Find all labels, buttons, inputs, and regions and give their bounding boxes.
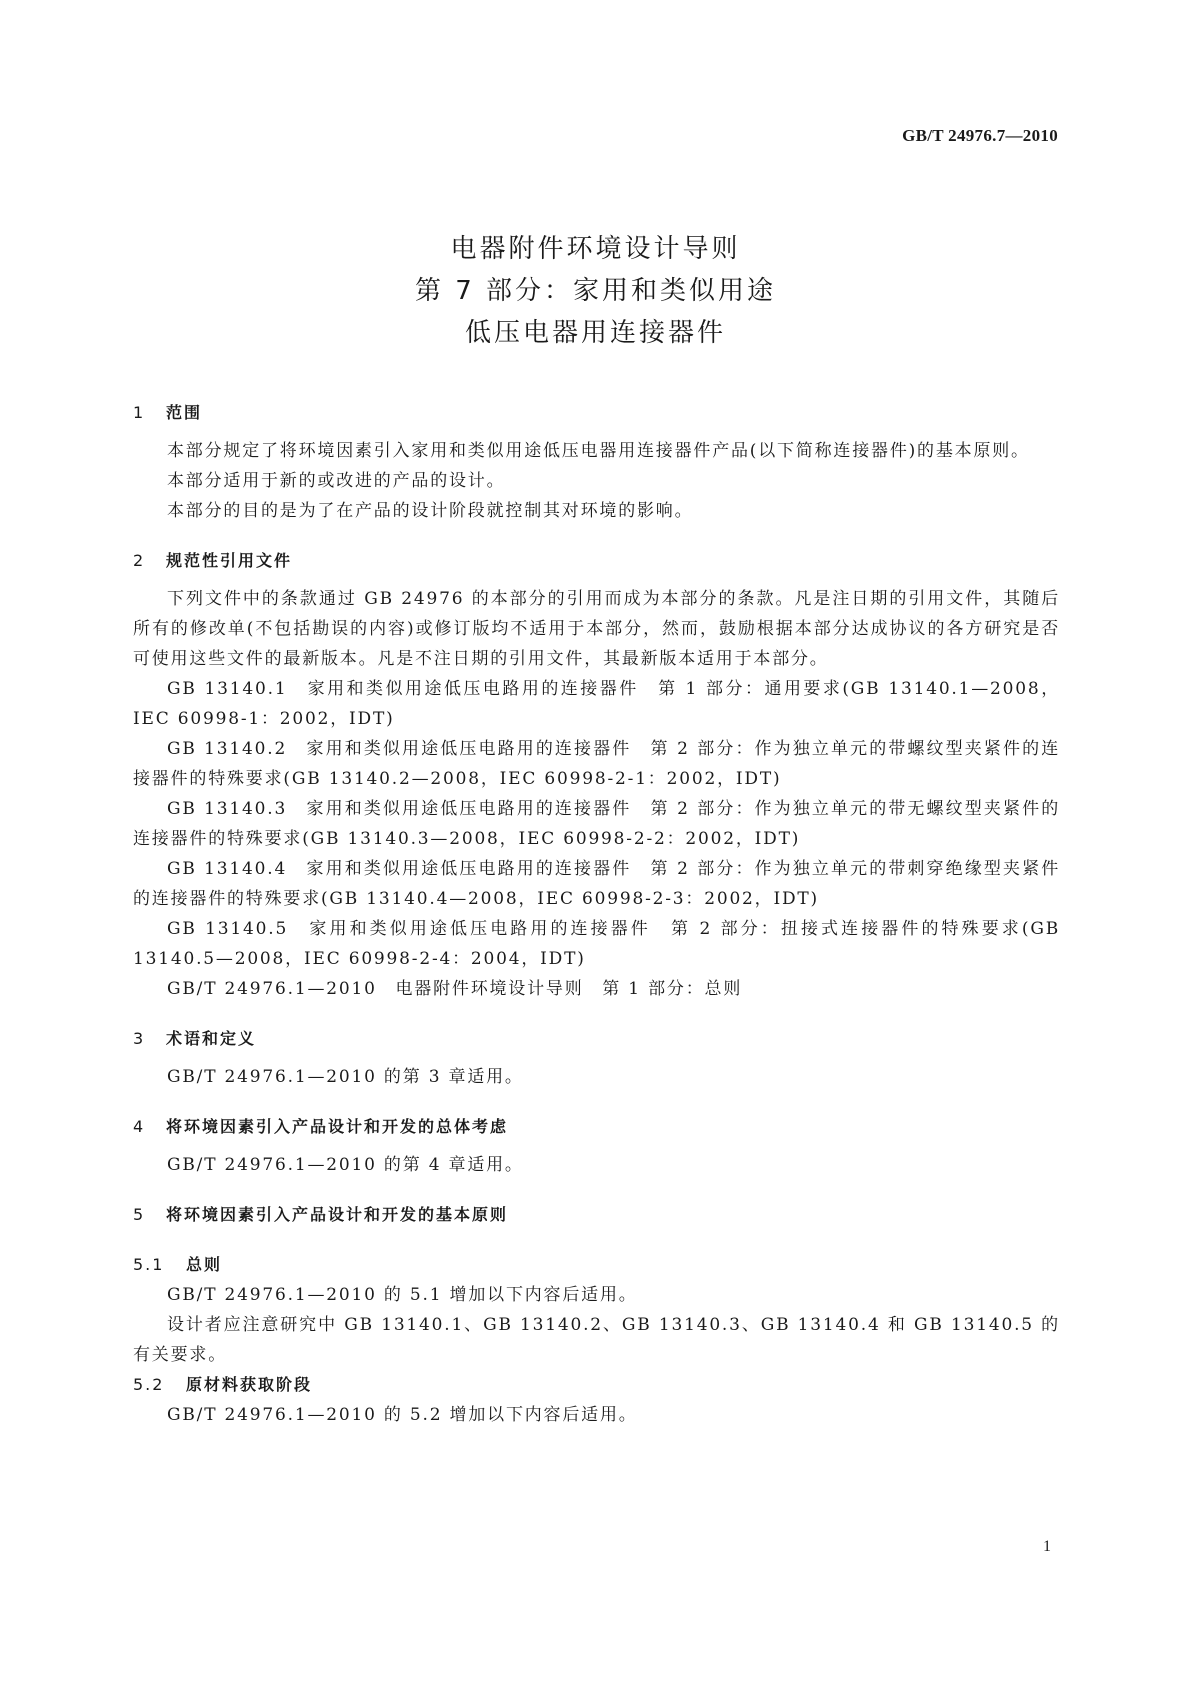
page-number: 1 — [1043, 1538, 1051, 1555]
reference-item: GB 13140.2 家用和类似用途低压电路用的连接器件 第 2 部分：作为独立单元的带螺纹型夹紧件的连接器件的特殊要求(GB 13140.2—2008，IEC 60998-2-1：2002，IDT) — [133, 739, 1060, 789]
section-title: 原材料获取阶段 — [186, 1375, 313, 1394]
paragraph: GB/T 24976.1—2010 的第 4 章适用。 — [167, 1155, 524, 1175]
section-heading-3 — [133, 1024, 1060, 1054]
paragraph: GB/T 24976.1—2010 的 5.2 增加以下内容后适用。 — [167, 1405, 638, 1425]
section-title: 范围 — [166, 403, 203, 422]
section-heading-5 — [133, 1200, 1060, 1230]
standard-id: GB/T 24976.7—2010 — [902, 126, 1058, 145]
section-number: 1 — [133, 403, 146, 422]
paragraph: 下列文件中的条款通过 GB 24976 的本部分的引用而成为本部分的条款。凡是注日期的引用文件，其随后所有的修改单(不包括勘误的内容)或修订版均不适用于本部分，然而，鼓励根据本部分达成协议的各方研究是否可使用这些文件的最新版本。凡是不注日期的引用文件，其最新版本适用于本部分。 — [133, 589, 1060, 669]
section-heading-2 — [133, 546, 1060, 576]
paragraph: GB/T 24976.1—2010 的 5.1 增加以下内容后适用。 — [167, 1285, 638, 1305]
reference-item: GB 13140.3 家用和类似用途低压电路用的连接器件 第 2 部分：作为独立单元的带无螺纹型夹紧件的连接器件的特殊要求(GB 13140.3—2008，IEC 60998-2-2：2002，IDT) — [133, 799, 1060, 849]
title-line-2: 第 7 部分：家用和类似用途 — [414, 276, 777, 306]
section-number: 5.1 — [133, 1255, 165, 1274]
document-title — [0, 228, 1191, 354]
title-line-1: 电器附件环境设计导则 — [450, 234, 741, 264]
section-number: 5 — [133, 1205, 146, 1224]
reference-item: GB/T 24976.1—2010 电器附件环境设计导则 第 1 部分：总则 — [167, 979, 743, 999]
section-number: 5.2 — [133, 1375, 165, 1394]
section-title: 总则 — [186, 1255, 223, 1274]
section-title: 术语和定义 — [166, 1029, 257, 1048]
section-number: 2 — [133, 551, 146, 570]
subsection-heading-5-2 — [133, 1370, 1060, 1400]
section-heading-1 — [133, 398, 1060, 428]
paragraph: 本部分的目的是为了在产品的设计阶段就控制其对环境的影响。 — [167, 501, 694, 521]
reference-item: GB 13140.1 家用和类似用途低压电路用的连接器件 第 1 部分：通用要求(GB 13140.1—2008，IEC 60998-1：2002，IDT) — [133, 679, 1060, 729]
paragraph: 设计者应注意研究中 GB 13140.1、GB 13140.2、GB 13140.3、GB 13140.4 和 GB 13140.5 的有关要求。 — [133, 1315, 1060, 1365]
document-body — [133, 398, 1060, 1430]
section-number: 3 — [133, 1029, 146, 1048]
reference-item: GB 13140.4 家用和类似用途低压电路用的连接器件 第 2 部分：作为独立单元的带刺穿绝缘型夹紧件的连接器件的特殊要求(GB 13140.4—2008，IEC 60998-2-3：2002，IDT) — [133, 859, 1060, 909]
reference-item: GB 13140.5 家用和类似用途低压电路用的连接器件 第 2 部分：扭接式连接器件的特殊要求(GB 13140.5—2008，IEC 60998-2-4：2004，IDT) — [133, 919, 1060, 969]
section-heading-4 — [133, 1112, 1060, 1142]
paragraph: 本部分适用于新的或改进的产品的设计。 — [167, 471, 506, 491]
subsection-heading-5-1 — [133, 1250, 1060, 1280]
title-line-3: 低压电器用连接器件 — [464, 318, 726, 348]
paragraph: 本部分规定了将环境因素引入家用和类似用途低压电器用连接器件产品(以下简称连接器件)的基本原则。 — [167, 441, 1030, 461]
paragraph: GB/T 24976.1—2010 的第 3 章适用。 — [167, 1067, 524, 1087]
section-number: 4 — [133, 1117, 146, 1136]
section-title: 将环境因素引入产品设计和开发的基本原则 — [166, 1205, 509, 1224]
section-title: 规范性引用文件 — [166, 551, 293, 570]
section-title: 将环境因素引入产品设计和开发的总体考虑 — [166, 1117, 509, 1136]
